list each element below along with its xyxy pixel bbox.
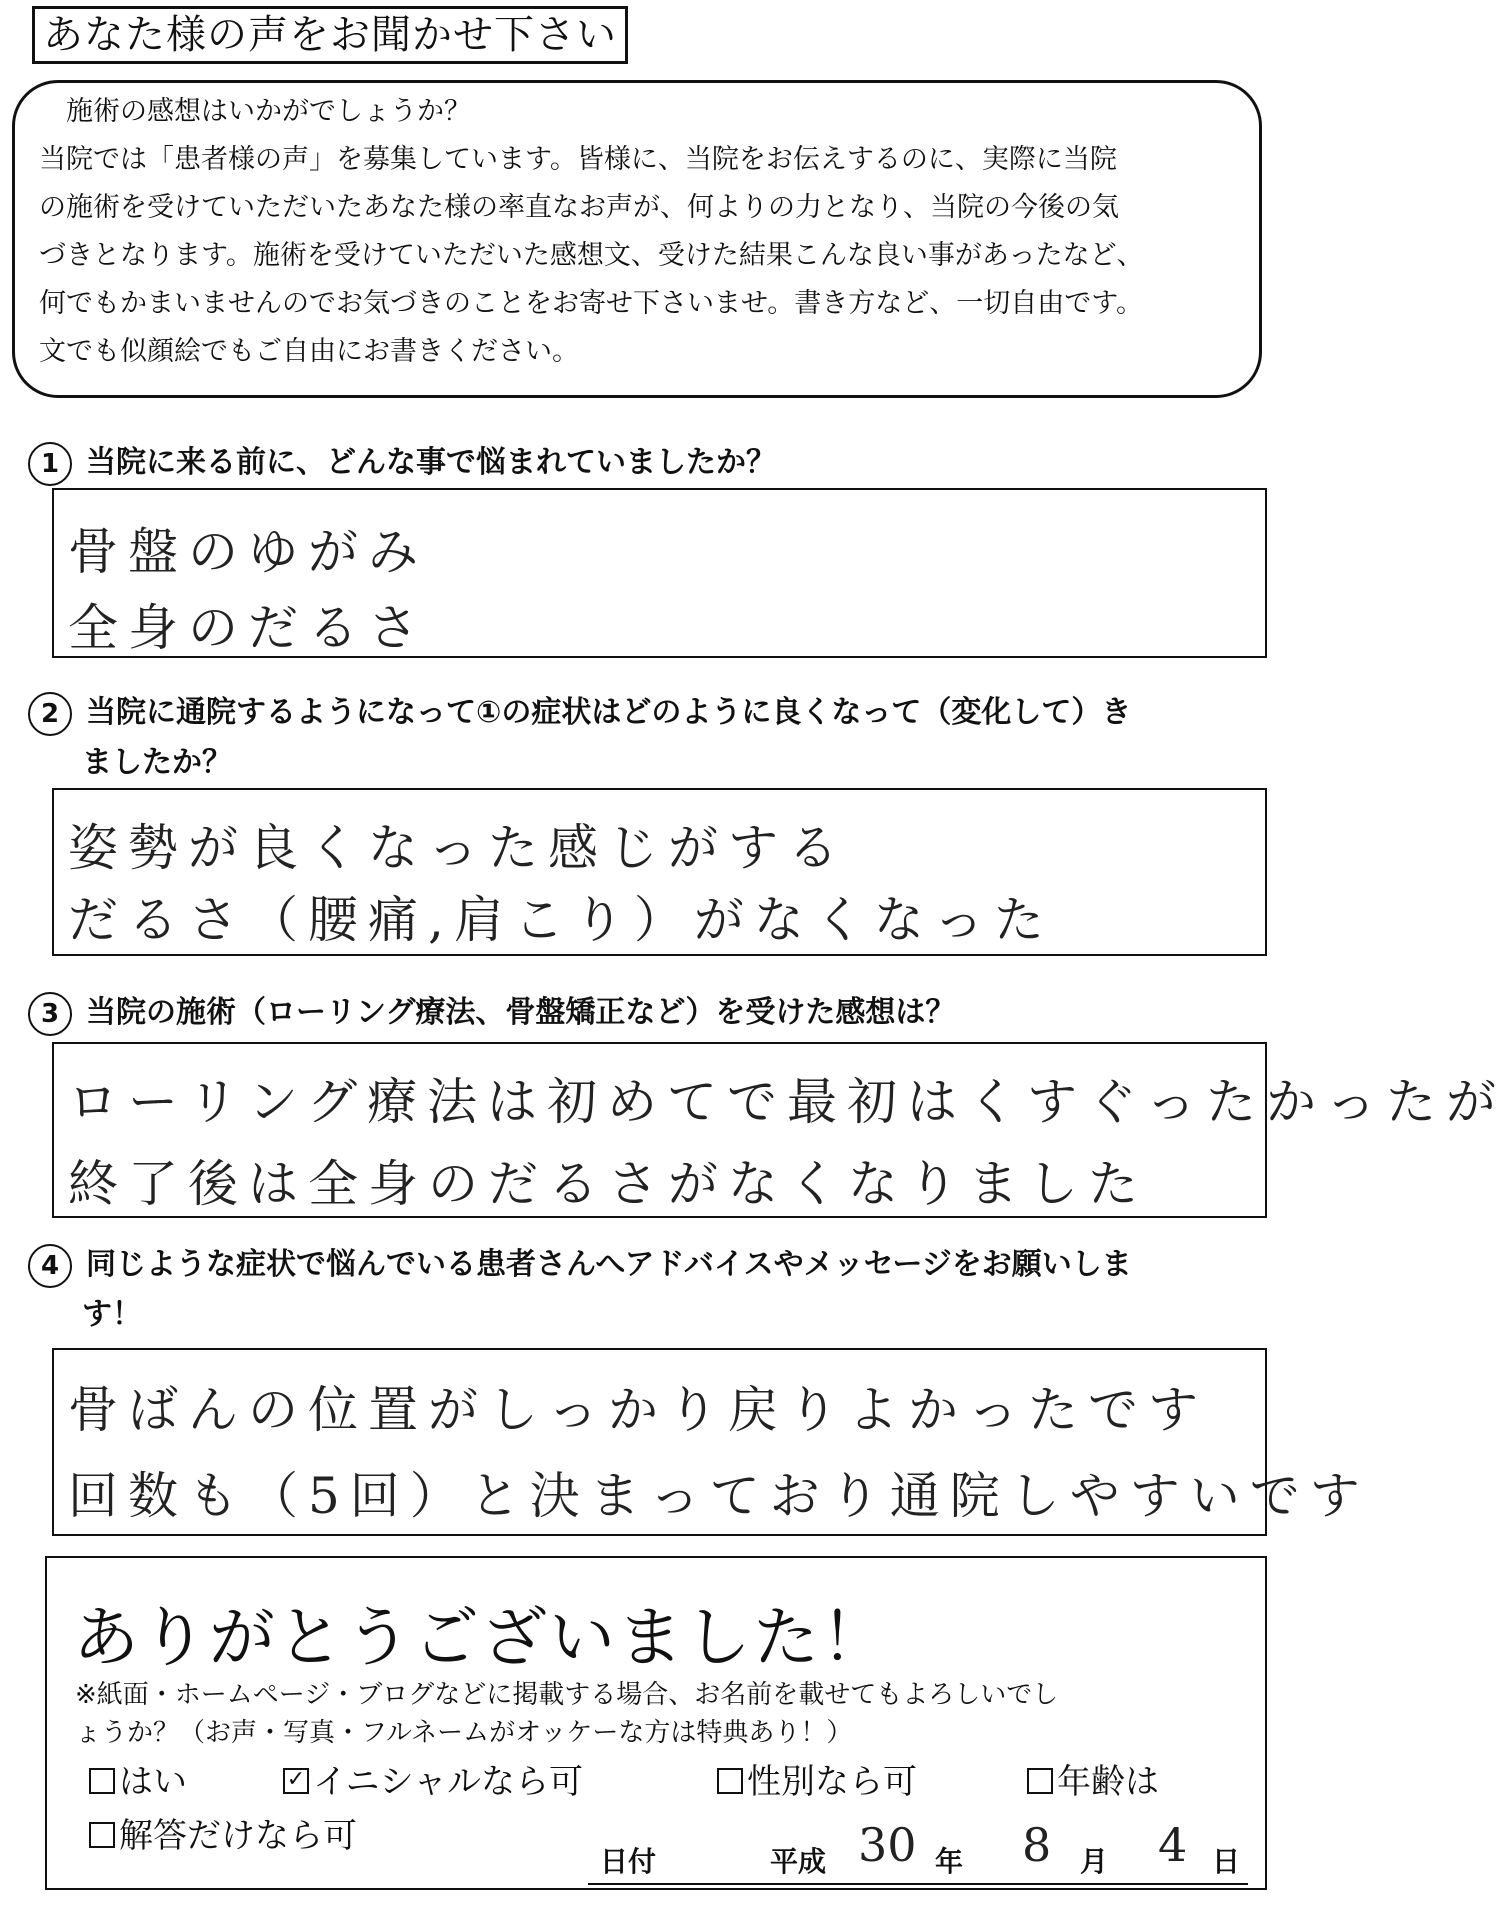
handwritten-answer: だるさ（腰痛,肩こり）がなくなった: [68, 891, 1054, 949]
question-number: 2: [28, 692, 72, 736]
question-text: 当院の施術（ローリング療法、骨盤矯正など）を受けた感想は？: [86, 995, 956, 1030]
date-underline: [588, 1883, 1248, 1885]
intro-line: の施術を受けていただいたあなた様の率直なお声が、何よりの力となり、当院の今後の気: [39, 192, 1119, 223]
intro-box: [12, 80, 1262, 398]
question-text: 当院に通院するようになって①の症状はどのように良くなって（変化して）き: [86, 695, 1132, 730]
checkbox-answer-only[interactable]: [89, 1822, 115, 1848]
handwritten-answer: 全身のだるさ: [68, 599, 428, 657]
date-label: 日付: [600, 1845, 657, 1878]
checkbox-age[interactable]: [1027, 1768, 1053, 1794]
option-label: 解答だけなら可: [119, 1816, 357, 1856]
question-2-continued: ましたか？: [82, 745, 232, 780]
intro-line: 施術の感想はいかがでしょうか？: [39, 96, 471, 127]
option-label: 年齢は: [1057, 1762, 1159, 1802]
date-day-value[interactable]: 4: [1158, 1818, 1188, 1872]
thanks-heading: ありがとうございました！: [73, 1599, 889, 1676]
option-yes[interactable]: [89, 1762, 187, 1802]
handwritten-answer: ローリング療法は初めてで最初はくすぐったかったが: [68, 1073, 1506, 1131]
date-year-unit: 年: [935, 1845, 964, 1878]
question-4-continued: す！: [82, 1297, 142, 1332]
check-mark-icon: ✓: [286, 1766, 306, 1792]
answer-box-3[interactable]: [52, 1042, 1506, 1218]
option-age[interactable]: [1027, 1762, 1159, 1802]
consent-note: ょうか？（お声・写真・フルネームがオッケーな方は特典あり！）: [75, 1718, 853, 1748]
intro-line: 当院では「患者様の声」を募集しています。皆様に、当院をお伝えするのに、実際に当院: [39, 144, 1117, 175]
option-label: 性別なら可: [747, 1762, 917, 1802]
consent-note: ※紙面・ホームページ・ブログなどに掲載する場合、お名前を載せてもよろしいでし: [75, 1680, 1059, 1710]
question-4: [28, 1242, 1132, 1288]
option-label: はい: [119, 1762, 187, 1802]
date-month-unit: 月: [1080, 1845, 1109, 1878]
date-era: 平成: [770, 1845, 827, 1878]
answer-box-1[interactable]: [52, 488, 1267, 658]
question-number: 1: [28, 442, 72, 486]
handwritten-answer: 姿勢が良くなった感じがする: [68, 819, 848, 877]
handwritten-answer: 骨ばんの位置がしっかり戻りよかったです: [68, 1381, 1208, 1439]
question-text: 当院に来る前に、どんな事で悩まれていましたか？: [86, 445, 776, 480]
question-number: 4: [28, 1244, 72, 1288]
question-1: [28, 440, 776, 486]
form-title: あなた様の声をお聞かせ下さい: [32, 6, 628, 64]
option-answer-only[interactable]: [89, 1816, 357, 1856]
intro-line: づきとなります。施術を受けていただいた感想文、受けた結果こんな良い事があったなど、: [39, 240, 1144, 271]
date-day-unit: 日: [1212, 1845, 1241, 1878]
date-year-value[interactable]: 30: [858, 1818, 917, 1872]
handwritten-answer: 回数も（5回）と決まっており通院しやすいです: [68, 1467, 1370, 1525]
option-gender[interactable]: [717, 1762, 917, 1802]
intro-line: 文でも似顔絵でもご自由にお書きください。: [39, 336, 579, 367]
checkbox-gender[interactable]: [717, 1768, 743, 1794]
question-2: [28, 690, 1131, 736]
option-initials[interactable]: [283, 1762, 583, 1802]
handwritten-answer: 骨盤のゆがみ: [68, 523, 428, 581]
checkbox-yes[interactable]: [89, 1768, 115, 1794]
question-number: 3: [28, 992, 72, 1036]
question-3: [28, 990, 955, 1036]
checkbox-initials[interactable]: [283, 1768, 309, 1794]
date-month-value[interactable]: 8: [1022, 1818, 1052, 1872]
option-label: イニシャルなら可: [313, 1762, 583, 1802]
answer-box-4[interactable]: [52, 1348, 1370, 1536]
intro-line: 何でもかまいませんのでお気づきのことをお寄せ下さいませ。書き方など、一切自由です。: [39, 288, 1144, 319]
question-text: 同じような症状で悩んでいる患者さんへアドバイスやメッセージをお願いしま: [86, 1247, 1132, 1282]
handwritten-answer: 終了後は全身のだるさがなくなりました: [68, 1155, 1148, 1213]
answer-box-2[interactable]: [52, 788, 1267, 956]
